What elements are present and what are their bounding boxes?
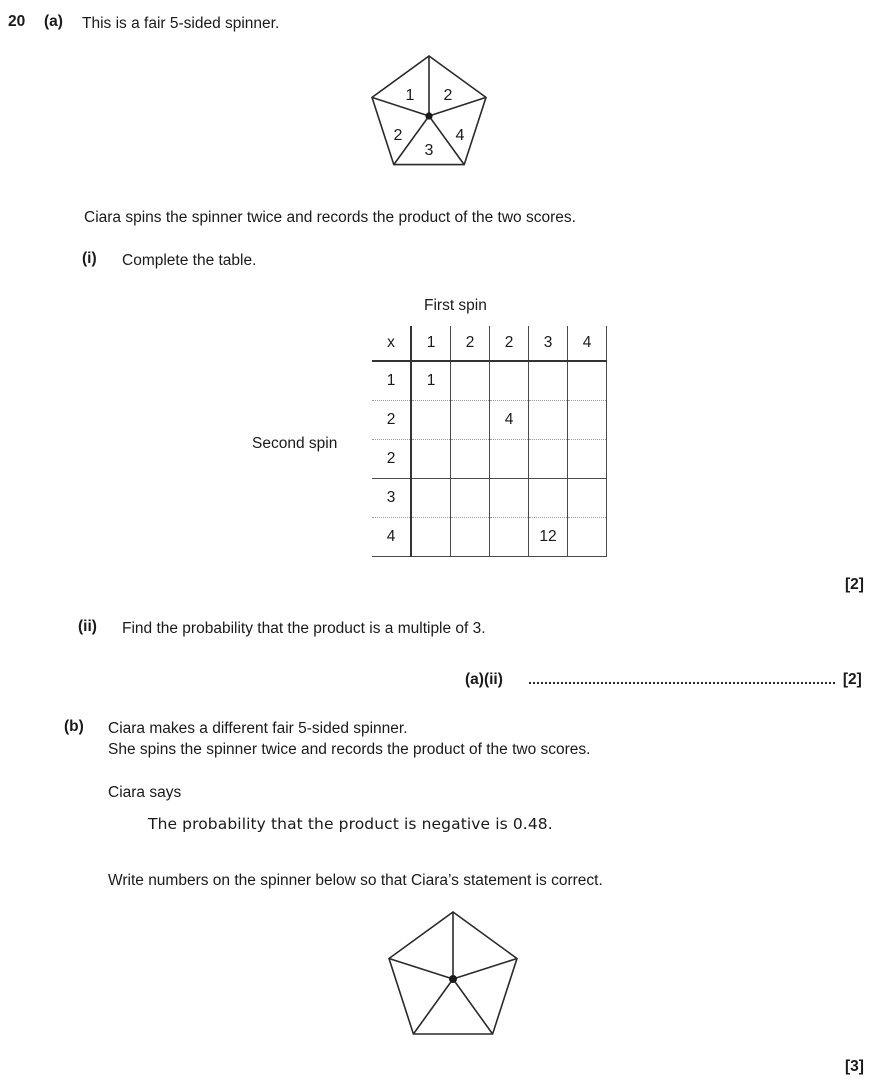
table-corner-symbol: x bbox=[372, 326, 411, 361]
table-row-header-2: 2 bbox=[372, 401, 411, 440]
spinner-top-svg bbox=[368, 52, 492, 178]
table-cell-r5c4[interactable]: 12 bbox=[529, 518, 568, 557]
probability-table bbox=[372, 326, 607, 557]
table-row bbox=[372, 479, 607, 518]
sub-question-i-text: Complete the table. bbox=[122, 252, 257, 269]
table-column-header-5: 4 bbox=[568, 326, 607, 361]
table-row-header-1: 1 bbox=[372, 361, 411, 401]
table-row bbox=[372, 518, 607, 557]
spinner-top-sector-value-bottom: 3 bbox=[424, 142, 434, 159]
table-header-row bbox=[372, 326, 607, 361]
part-b-marks: [3] bbox=[845, 1058, 864, 1075]
table-cell-r4c2[interactable] bbox=[451, 479, 490, 518]
sub-question-ii-marks: [2] bbox=[842, 671, 862, 688]
answer-input-a-ii[interactable] bbox=[529, 670, 835, 684]
table-cell-r5c1[interactable] bbox=[411, 518, 451, 557]
table-cell-r3c5[interactable] bbox=[568, 440, 607, 479]
table-cell-r2c3[interactable]: 4 bbox=[490, 401, 529, 440]
spinner-top-sector-value-upper-right: 2 bbox=[443, 87, 453, 104]
table-top-label: First spin bbox=[424, 297, 487, 314]
table-column-header-1: 1 bbox=[411, 326, 451, 361]
part-a-label: (a) bbox=[44, 13, 63, 30]
answer-tag-a-ii: (a)(ii) bbox=[465, 671, 503, 688]
sub-question-ii-label: (ii) bbox=[78, 618, 97, 635]
table-row-header-3: 2 bbox=[372, 440, 411, 479]
sub-question-ii-text: Find the probability that the product is a multiple of 3. bbox=[122, 620, 486, 637]
table-cell-r5c5[interactable] bbox=[568, 518, 607, 557]
table-cell-r1c1[interactable]: 1 bbox=[411, 361, 451, 401]
spinner-top-pivot bbox=[425, 112, 432, 119]
table-cell-r3c3[interactable] bbox=[490, 440, 529, 479]
table-column-header-4: 3 bbox=[529, 326, 568, 361]
table-cell-r5c2[interactable] bbox=[451, 518, 490, 557]
table-cell-r4c1[interactable] bbox=[411, 479, 451, 518]
spinner-diagram-top bbox=[368, 52, 492, 178]
table-row-header-4: 3 bbox=[372, 479, 411, 518]
answer-line-a-ii bbox=[465, 670, 862, 689]
table-cell-r2c1[interactable] bbox=[411, 401, 451, 440]
context-line: Ciara spins the spinner twice and records the product of the two scores. bbox=[84, 209, 576, 226]
table-cell-r2c2[interactable] bbox=[451, 401, 490, 440]
table-cell-r3c2[interactable] bbox=[451, 440, 490, 479]
part-b-says-line: Ciara says bbox=[108, 784, 182, 801]
spinner-bottom-pivot bbox=[449, 975, 457, 983]
table-row bbox=[372, 401, 607, 440]
table-row bbox=[372, 440, 607, 479]
part-b-quote: The probability that the product is negative is 0.48. bbox=[148, 815, 553, 833]
table-column-header-3: 2 bbox=[490, 326, 529, 361]
table-row bbox=[372, 361, 607, 401]
table-column-header-2: 2 bbox=[451, 326, 490, 361]
table-cell-r3c4[interactable] bbox=[529, 440, 568, 479]
part-b-line-2: She spins the spinner twice and records the product of the two scores. bbox=[108, 741, 591, 758]
part-a-intro-text: This is a fair 5-sided spinner. bbox=[82, 15, 280, 32]
part-b-line-1: Ciara makes a different fair 5-sided spinner. bbox=[108, 720, 408, 737]
table-cell-r1c5[interactable] bbox=[568, 361, 607, 401]
table-cell-r4c3[interactable] bbox=[490, 479, 529, 518]
part-b-instruction: Write numbers on the spinner below so that Ciara’s statement is correct. bbox=[108, 872, 603, 889]
table-cell-r5c3[interactable] bbox=[490, 518, 529, 557]
table-cell-r1c4[interactable] bbox=[529, 361, 568, 401]
spinner-top-sector-value-upper-left: 1 bbox=[405, 87, 415, 104]
probability-table-grid bbox=[372, 326, 607, 557]
table-side-label: Second spin bbox=[252, 435, 338, 452]
table-cell-r4c5[interactable] bbox=[568, 479, 607, 518]
table-cell-r1c3[interactable] bbox=[490, 361, 529, 401]
spinner-diagram-bottom[interactable] bbox=[384, 908, 524, 1050]
table-cell-r1c2[interactable] bbox=[451, 361, 490, 401]
question-number: 20 bbox=[8, 13, 26, 30]
table-cell-r3c1[interactable] bbox=[411, 440, 451, 479]
part-b-label: (b) bbox=[64, 718, 84, 735]
table-row-header-5: 4 bbox=[372, 518, 411, 557]
sub-question-i-marks: [2] bbox=[845, 576, 864, 593]
spinner-top-sector-value-left: 2 bbox=[393, 127, 403, 144]
table-cell-r2c5[interactable] bbox=[568, 401, 607, 440]
spinner-bottom-svg[interactable] bbox=[384, 908, 524, 1050]
sub-question-i-label: (i) bbox=[82, 250, 97, 267]
table-cell-r4c4[interactable] bbox=[529, 479, 568, 518]
table-cell-r2c4[interactable] bbox=[529, 401, 568, 440]
spinner-top-sector-value-right: 4 bbox=[455, 127, 465, 144]
